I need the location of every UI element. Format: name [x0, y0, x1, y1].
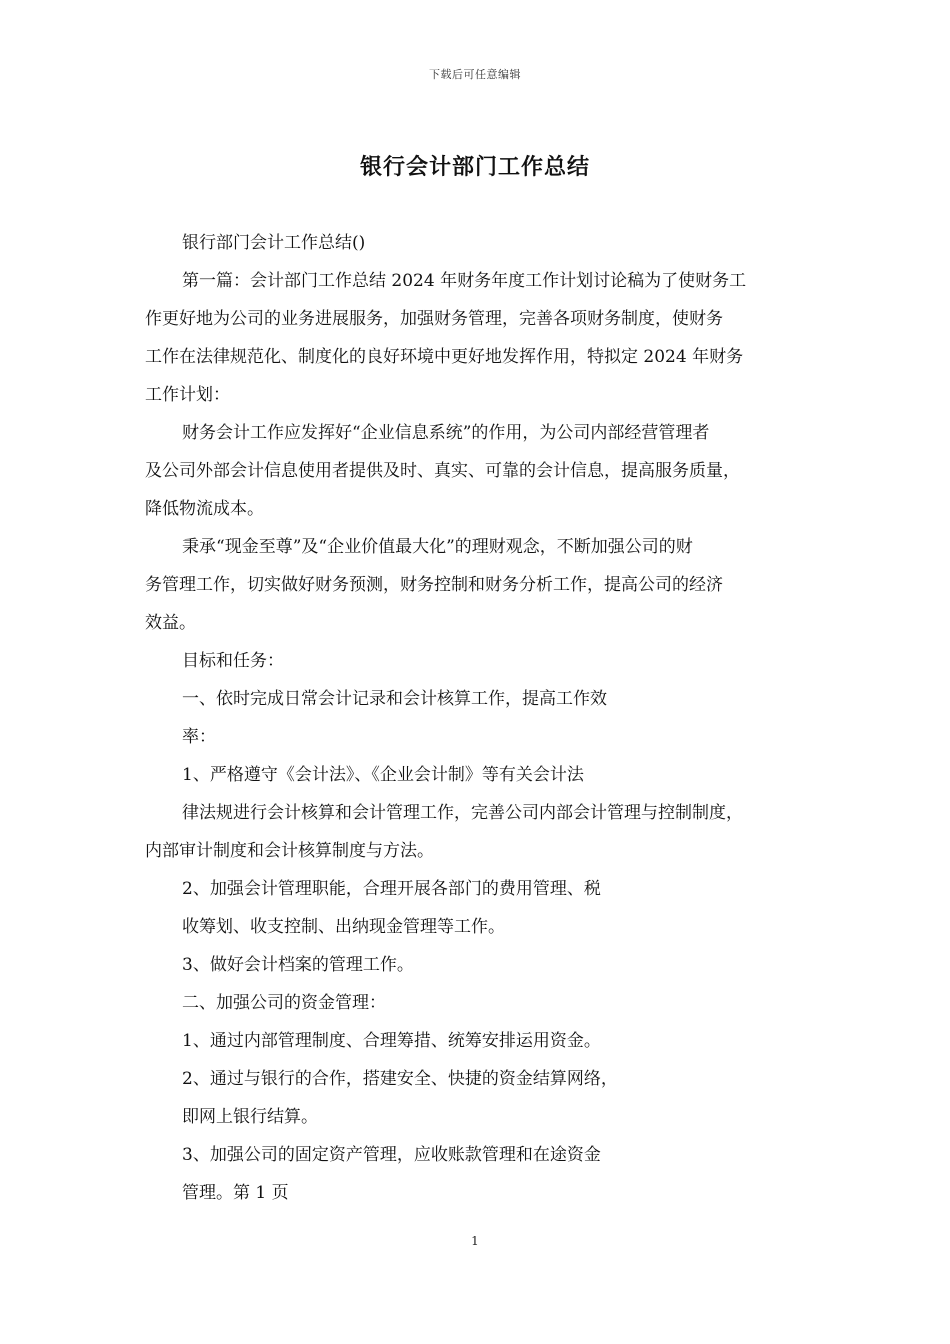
- body-line: 3、加强公司的固定资产管理，应收账款管理和在途资金: [182, 1145, 601, 1165]
- body-line: 秉承“现金至尊”及“企业价值最大化”的理财观念，不断加强公司的财: [182, 537, 693, 557]
- document-title: 银行会计部门工作总结: [359, 154, 590, 180]
- header-note: 下载后可任意编辑: [429, 68, 521, 81]
- body-line: 率：: [182, 727, 216, 747]
- body-line: 务管理工作，切实做好财务预测，财务控制和财务分析工作，提高公司的经济: [145, 575, 723, 595]
- body-line: 作更好地为公司的业务进展服务，加强财务管理，完善各项财务制度，使财务: [145, 309, 723, 329]
- body-line: 管理。第 1 页: [182, 1183, 289, 1203]
- body-line: 目标和任务：: [182, 651, 284, 671]
- body-line: 一、依时完成日常会计记录和会计核算工作，提高工作效: [182, 689, 607, 709]
- body-line: 二、加强公司的资金管理：: [182, 993, 386, 1013]
- body-line: 1、通过内部管理制度、合理筹措、统筹安排运用资金。: [182, 1031, 601, 1051]
- document-body: [145, 224, 825, 1212]
- body-line: 2、通过与银行的合作，搭建安全、快捷的资金结算网络，: [182, 1069, 618, 1089]
- body-line: 2、加强会计管理职能，合理开展各部门的费用管理、税: [182, 879, 601, 899]
- body-line: 降低物流成本。: [145, 499, 264, 519]
- body-line: 收筹划、收支控制、出纳现金管理等工作。: [182, 917, 505, 937]
- body-line: 1、严格遵守《会计法》、《企业会计制》等有关会计法: [182, 765, 584, 785]
- body-line: 第一篇：会计部门工作总结 2024 年财务年度工作计划讨论稿为了使财务工: [182, 271, 747, 291]
- body-line: 及公司外部会计信息使用者提供及时、真实、可靠的会计信息，提高服务质量，: [145, 461, 740, 481]
- body-line: 工作计划：: [145, 385, 230, 405]
- body-line: 财务会计工作应发挥好“企业信息系统”的作用，为公司内部经营管理者: [182, 423, 710, 443]
- body-line: 3、做好会计档案的管理工作。: [182, 955, 414, 975]
- body-line: 即网上银行结算。: [182, 1107, 318, 1127]
- page-number: 1: [471, 1234, 479, 1248]
- body-line: 银行部门会计工作总结(): [182, 233, 366, 253]
- body-line: 内部审计制度和会计核算制度与方法。: [145, 841, 434, 861]
- body-line: 效益。: [145, 613, 196, 633]
- body-line: 律法规进行会计核算和会计管理工作，完善公司内部会计管理与控制制度，: [182, 803, 743, 823]
- body-line: 工作在法律规范化、制度化的良好环境中更好地发挥作用，特拟定 2024 年财务: [145, 347, 744, 367]
